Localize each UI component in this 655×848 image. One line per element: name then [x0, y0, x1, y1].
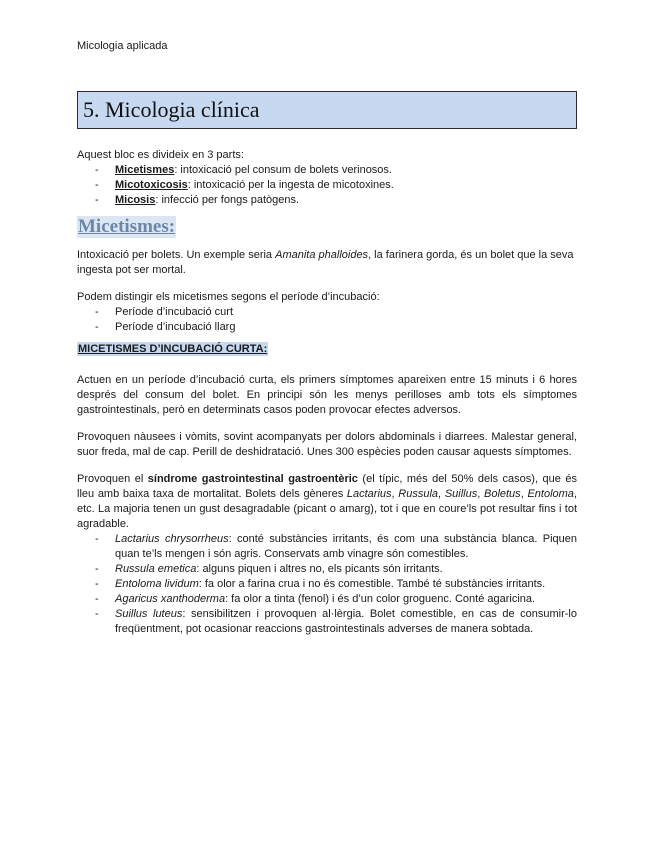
intro-text: Aquest bloc es divideix en 3 parts:: [77, 149, 244, 161]
parts-list: [77, 163, 577, 208]
list-item: - Micotoxicosis: intoxicació per la ingesta de micotoxines.: [77, 178, 577, 193]
list-item: - Període d’incubació llarg: [77, 320, 577, 335]
distinguish-text: Podem distingir els micetismes segons el període d’incubació:: [77, 291, 380, 303]
species-list: [77, 532, 577, 637]
list-item: - Micetismes: intoxicació pel consum de bolets verinosos.: [77, 163, 577, 178]
list-item: - Agaricus xanthoderma: fa olor a tinta (fenol) i és d’un color groguenc. Conté agaricina.: [77, 592, 577, 607]
short-incubation-heading: MICETISMES D’INCUBACIÓ CURTA:: [78, 343, 268, 355]
list-item: - Russula emetica: alguns piquen i altres no, els picants són irritants.: [77, 562, 577, 577]
running-header: Micologia aplicada: [77, 40, 168, 52]
micetismes-definition: Intoxicació per bolets. Un exemple seria Amanita phalloides, la farinera gorda, és un bolet que la seva ingesta pot ser mortal.: [77, 249, 574, 276]
short-paragraph-2: Provoquen nàusees i vòmits, sovint acompanyats per dolors abdominals i diarrees. Malestar general, suor freda, mal de cap. Perill de deshidratació. Unes 300 espècies poden causar aquests símptomes.: [77, 431, 577, 458]
short-paragraph-3: Provoquen el síndrome gastrointestinal gastroentèric (el típic, més del 50% dels casos), que és lleu amb baixa taxa de mortalitat. Bolets dels gèneres Lactarius, Russula, Suillus, Boletus, Entoloma, etc. La majoria tenen un gust desagradable (picant o amarg), tot i que en coure’ls pot resultar fins i tot agradable.: [77, 473, 577, 530]
list-item: - Micosis: infecció per fongs patògens.: [77, 193, 577, 208]
list-item: - Entoloma lividum: fa olor a farina crua i no és comestible. També té substàncies irritants.: [77, 577, 577, 592]
section-title-box: [77, 91, 577, 129]
list-item: - Lactarius chrysorrheus: conté substàncies irritants, és com una substància blanca. Piquen quan te’ls mengen i són agris. Conservats amb vinagre són comestibles.: [77, 532, 577, 562]
periods-list: [77, 305, 577, 335]
micetismes-heading: Micetismes:: [78, 216, 176, 237]
list-item: - Suillus luteus: sensibilitzen i provoquen al·lèrgia. Bolet comestible, en cas de consumir-lo freqüentment, pot ocasionar reaccions gastrointestinals adverses de manera sobtada.: [77, 607, 577, 637]
short-paragraph-1: Actuen en un període d’incubació curta, els primers símptomes apareixen entre 15 minuts i 6 hores després del consum del bolet. En principi són les menys perilloses amb tots els símptomes gastrointestinals, però en determinats casos poden provocar efectes adversos.: [77, 374, 577, 416]
list-item: - Període d’incubació curt: [77, 305, 577, 320]
document-body: [77, 148, 577, 637]
section-title: 5. Micologia clínica: [83, 97, 260, 122]
